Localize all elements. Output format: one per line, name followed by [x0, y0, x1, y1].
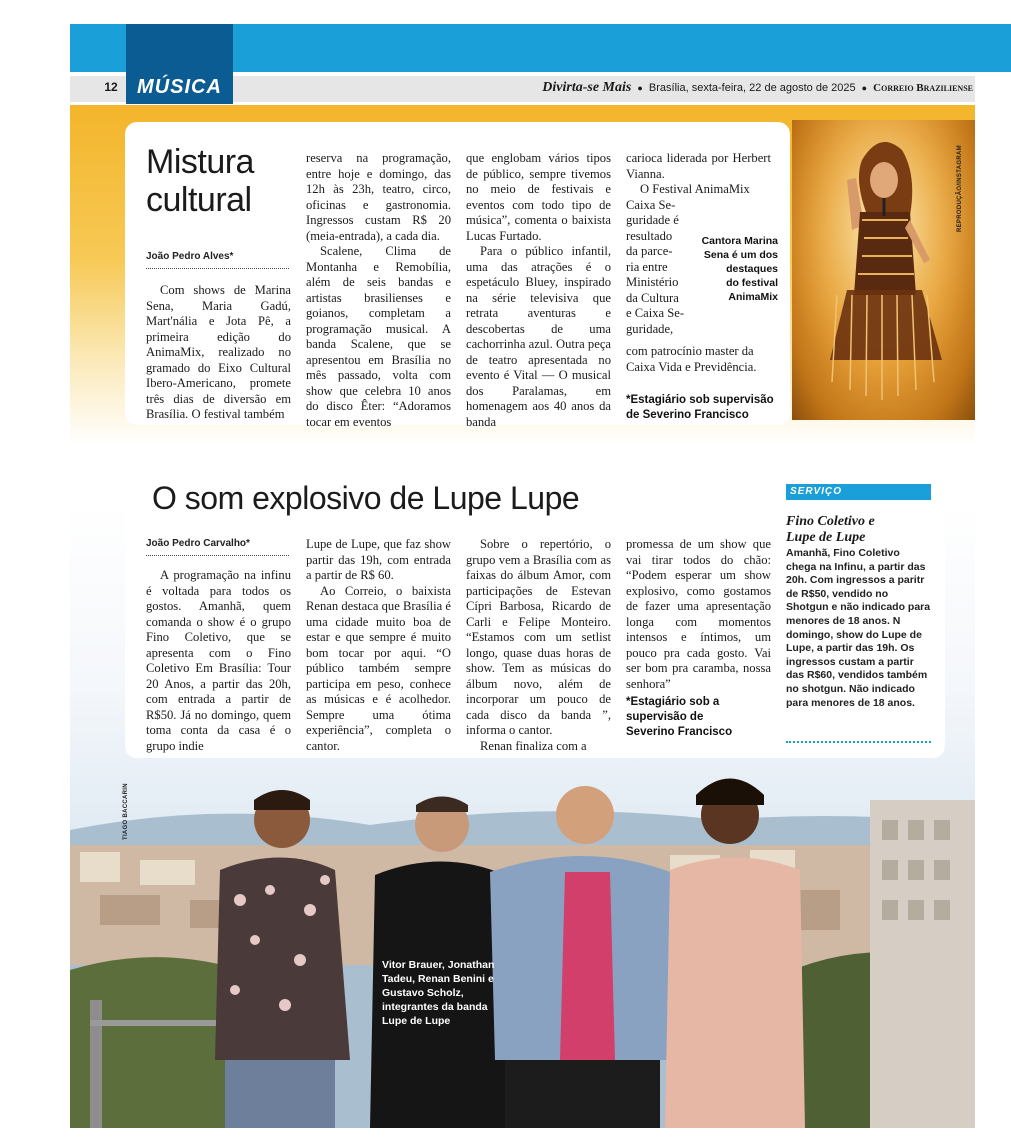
- text-line: Ministério: [626, 275, 679, 289]
- paragraph: carioca liderada por Herbert Vianna.: [626, 151, 771, 181]
- article2-byline: João Pedro Carvalho*: [146, 538, 250, 549]
- photo-credit: REPRODUÇÃO/INSTAGRAM: [957, 145, 963, 232]
- text-line: da parce-: [626, 244, 673, 258]
- byline-divider: [146, 268, 289, 269]
- caption-line: Sena é um dos: [703, 249, 778, 261]
- note-line: *Estagiário sob a: [626, 696, 720, 708]
- article1-column-1: [146, 283, 291, 423]
- paragraph: com patrocínio master da Caixa Vida e Previdência.: [626, 344, 757, 374]
- paragraph: Sobre o repertório, o grupo vem a Brasília com as faixas do álbum Amor, com participações de Estevan Cípri Barbosa, Ricardo de Carli e Felipe Monteiro. “Estamos com um setlist longo, quase duas horas de show. Tem as músicas do álbum novo, além de incorporar um pouco de cada disco da banda ”, informa o cantor.: [466, 537, 611, 737]
- article2-column-2: [306, 537, 451, 754]
- article2-author-note: [626, 695, 771, 740]
- paragraph: que englobam vários tipos de público, sempre tivemos no meio de festivais e eventos com todo tipo de música”, comenta o baixista Lucas Furtado.: [466, 151, 611, 243]
- band-photo-caption: Vitor Brauer, Jonathan Tadeu, Renan Benini e Gustavo Scholz, integrantes da banda Lupe de Lupe: [382, 959, 495, 1027]
- dateline: Brasília, sexta-feira, 22 de agosto de 2025: [648, 82, 856, 94]
- section-label: MÚSICA: [137, 76, 222, 98]
- note-line: de Severino Francisco: [626, 409, 749, 421]
- paragraph: Com shows de Marina Sena, Maria Gadú, Mart'nália e Jota Pê, a primeira edição do AnimaMix, realizado no gramado do Eixo Cultural Ibero-Americano, promete três dias de diversão em Brasília. O festival também: [146, 283, 291, 421]
- servico-body: Amanhã, Fino Coletivo chega na Infinu, a partir das 20h. Com ingressos a paritr de R$50, vendido no Shotgun e não indicado para menores de 18 anos. N domingo, show do Lupe de Lupe, a partir das 19h. Os ingressos custam a partir das R$60, vendidos também no shotgun. Não indicado para menores de 18 anos.: [786, 547, 931, 709]
- page-number: 12: [104, 80, 118, 94]
- text-line: e Caixa Se-: [626, 306, 685, 320]
- caption-line: destaques: [726, 263, 778, 275]
- text-line: Caixa Se-: [626, 197, 676, 212]
- masthead: [542, 80, 973, 96]
- paragraph: Ao Correio, o baixista Renan destaca que Brasília é uma cidade muito boa de estar e que sempre é muito bom tocar por aqui. “O público também sempre participa em peso, conhece as músicas e é acolhedor. Sempre uma ótima experiência”, completa o cantor.: [306, 583, 451, 753]
- newspaper-name: Correio Braziliense: [873, 82, 973, 94]
- headline-line: cultural: [146, 181, 252, 219]
- band-photo-credit: TIAGO BACCARIN: [123, 783, 129, 840]
- headline-line: Mistura: [146, 143, 254, 181]
- paragraph: Scalene, Clima de Montanha e Remobília, além de seis bandas e artistas brasilienses e goianos, completam a programação musical. A banda Scalene, que se apresentou em Brasília no mês passado, volta com show que celebra 10 anos do disco Êter: “Adoramos tocar em eventos: [306, 244, 451, 429]
- text-line: resultado: [626, 228, 673, 243]
- article2-column-3: [466, 537, 611, 754]
- bullet-icon: ●: [861, 83, 868, 93]
- bullet-icon: ●: [637, 83, 643, 93]
- paragraph: Lupe de Lupe, que faz show partir das 19h, com entrada a partir de R$ 60.: [306, 537, 451, 582]
- article2-column-1: [146, 568, 291, 754]
- text-line: guridade é: [626, 213, 679, 227]
- text-line: O Festival AnimaMix: [640, 182, 750, 196]
- caption-line: AnimaMix: [728, 291, 778, 303]
- title-line: Lupe de Lupe: [786, 530, 866, 545]
- singer-illustration: [792, 120, 975, 420]
- section-tab: [126, 24, 233, 104]
- byline-divider: [146, 555, 289, 556]
- servico-title: [786, 514, 931, 546]
- article1-column-4-top: [626, 151, 771, 182]
- servico-tag: SERVIÇO: [786, 484, 931, 500]
- note-line: *Estagiário sob supervisão: [626, 394, 774, 406]
- paragraph: Renan finaliza com a: [480, 738, 587, 753]
- text-line: guridade,: [626, 321, 674, 336]
- paragraph: promessa de um show que vai tirar todos do chão: “Podem esperar um show explosivo, como gostamos de fazer uma apresentação longa com momentos intensos e íntimos, um pouco pra cada gosto. Vai ser bom pra caramba, nossa senhora”: [626, 537, 771, 691]
- article1-column-3: [466, 151, 611, 430]
- article1-author-note: [626, 393, 786, 423]
- paragraph: Para o público infantil, uma das atrações é o espetáculo Bluey, inspirado na série televisiva que retrata aventuras e descobertas de uma cachorrinha azul. Outra peça de teatro apresentada no evento é Vital — O musical dos Paralamas, em homenagem aos 40 anos da banda: [466, 244, 611, 429]
- caption-line: Cantora Marina: [701, 235, 778, 247]
- title-line: Fino Coletivo e: [786, 514, 875, 529]
- note-line: Severino Francisco: [626, 726, 733, 738]
- servico-divider: [786, 741, 931, 743]
- article2-headline: O som explosivo de Lupe Lupe: [152, 480, 580, 516]
- article1-byline: João Pedro Alves*: [146, 251, 234, 262]
- concert-photo-caption: [690, 234, 778, 304]
- caption-line: do festival: [726, 277, 778, 289]
- concert-photo: [792, 120, 975, 420]
- article1-headline: [146, 143, 254, 219]
- article1-column-2: [306, 151, 451, 430]
- paragraph: A programação na infinu é voltada para todos os gostos. Amanhã, quem comanda o show é o grupo Fino Coletivo, que se apresenta com o Fino Coletivo Em Brasília: Tour 20 Anos, a partir das 20h, com entrada a partir de R$50. Já no domingo, quem toma conta da casa é o grupo indie: [146, 568, 291, 753]
- note-line: supervisão de: [626, 711, 704, 723]
- paragraph: reserva na programação, entre hoje e domingo, das 12h às 23h, teatro, circo, oficinas e gastronomia. Ingressos custam R$ 20 (meia-entrada), a cada dia.: [306, 151, 451, 243]
- text-line: ria entre: [626, 259, 668, 274]
- supplement-name: Divirta-se Mais: [542, 80, 632, 95]
- text-line: da Cultura: [626, 290, 679, 305]
- article2-column-4: [626, 537, 771, 692]
- article1-column-4-end: [626, 344, 771, 375]
